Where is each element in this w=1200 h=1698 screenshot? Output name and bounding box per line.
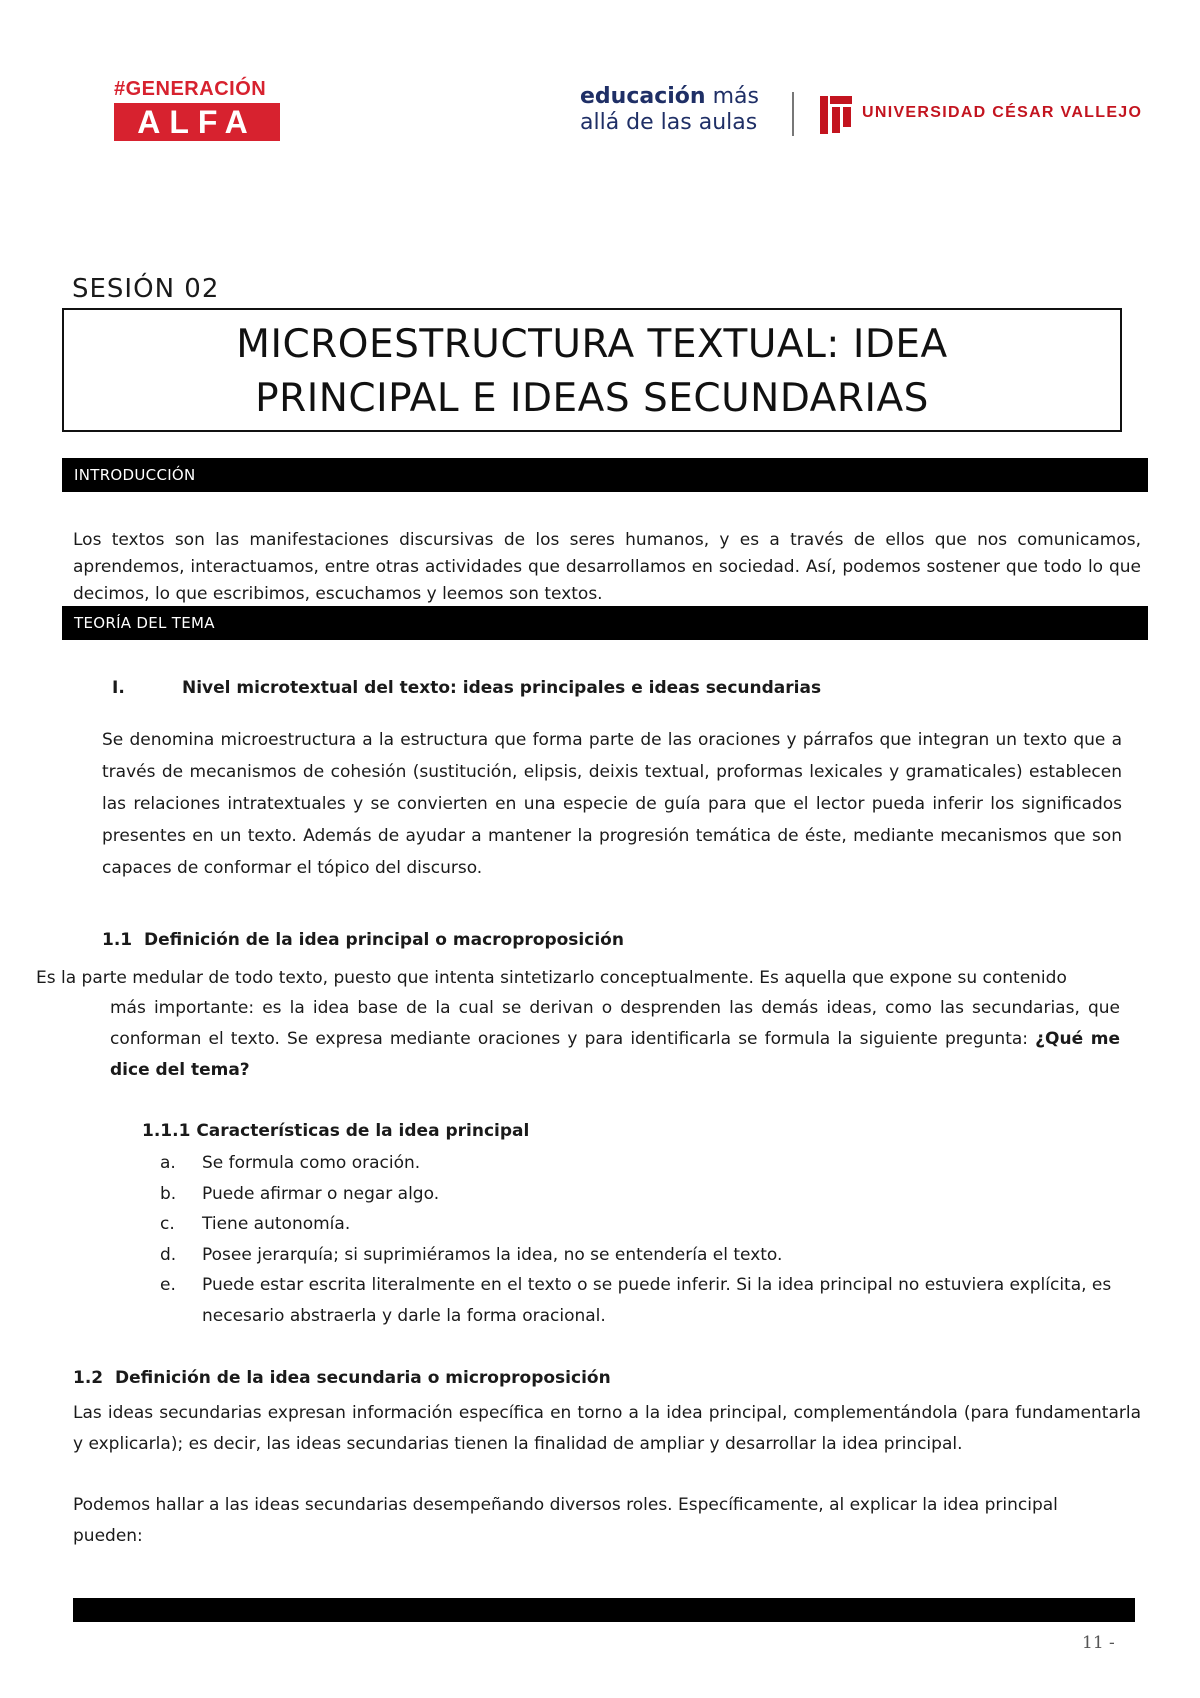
list-letter: d. xyxy=(160,1244,177,1265)
logo-divider xyxy=(792,92,794,136)
list-letter: e. xyxy=(160,1275,176,1295)
list-item xyxy=(160,1209,1140,1240)
slogan-line2: allá de las aulas xyxy=(580,110,758,135)
list-letter: b. xyxy=(160,1183,177,1204)
sub12-paragraph2: Podemos hallar a las ideas secundarias desempeñando diversos roles. Específicamente, al explicar la idea principal pueden: xyxy=(73,1495,1058,1546)
theory-section-header: TEORÍA DEL TEMA xyxy=(62,606,1148,640)
list-item xyxy=(160,1240,1140,1271)
list-letter: a. xyxy=(160,1153,176,1173)
university-name: UNIVERSIDAD CÉSAR VALLEJO xyxy=(862,104,1143,121)
list-item xyxy=(160,1148,1140,1179)
part1-number: I. xyxy=(112,678,125,698)
ucv-shield-icon xyxy=(818,94,854,140)
sub111-heading: 1.1.1 Características de la idea principal xyxy=(142,1121,530,1141)
page-title-box xyxy=(62,308,1122,432)
sub11-title: Definición de la idea principal o macroproposición xyxy=(144,930,624,950)
list-item xyxy=(160,1179,1140,1210)
part1-title: Nivel microtextual del texto: ideas principales e ideas secundarias xyxy=(182,678,822,698)
slogan-rest: más xyxy=(712,84,759,109)
sub12-heading xyxy=(73,1368,611,1388)
list-text: Puede estar escrita literalmente en el texto o se puede inferir. Si la idea principal no estuviera explícita, es necesario abstraerla y darle la forma oracional. xyxy=(202,1275,1112,1326)
generacion-alfa-logo xyxy=(114,78,282,141)
page-title-line2: PRINCIPAL E IDEAS SECUNDARIAS xyxy=(255,376,929,421)
list-text: Posee jerarquía; si suprimiéramos la idea, no se entendería el texto. xyxy=(202,1244,783,1265)
list-item xyxy=(160,1270,1140,1331)
part1-paragraph: Se denomina microestructura a la estructura que forma parte de las oraciones y párrafos que integran un texto que a través de mecanismos de cohesión (sustitución, elipsis, deixis textual, proformas lexicales y gramaticales) establecen las relaciones intratextuales y se convierten en una especie de guía para que el lector pueda inferir los significados presentes en un texto. Además de ayudar a mantener la progresión temática de éste, mediante mecanismos que son capaces de conformar el tópico del discurso. xyxy=(102,730,1122,878)
sub11-rest: más importante: es la idea base de la cual se derivan o desprenden las demás ideas, como las secundarias, que conforman el texto. Se expresa mediante oraciones y para identificarla se formula la siguiente pregunta: xyxy=(110,998,1120,1049)
list-text: Se formula como oración. xyxy=(202,1153,421,1173)
list-letter: c. xyxy=(160,1214,175,1234)
sub11-paragraph xyxy=(110,993,1120,1086)
sub12-paragraph1: Las ideas secundarias expresan información específica en torno a la idea principal, complementándola (para fundamentarla y explicarla); es decir, las ideas secundarias tienen la finalidad de ampliar y desarrollar la idea principal. xyxy=(73,1403,1141,1454)
alfa-label: ALFA xyxy=(114,103,280,141)
sub11-first-line: Es la parte medular de todo texto, puesto que intenta sintetizarlo conceptualmente. Es aquella que expone su contenido xyxy=(36,968,1067,988)
sub11-heading xyxy=(102,930,624,950)
sub11-number: 1.1 xyxy=(102,930,133,950)
part1-heading xyxy=(112,678,821,698)
intro-paragraph: Los textos son las manifestaciones discursivas de los seres humanos, y es a través de ellos que nos comunicamos, aprendemos, interactuamos, entre otras actividades que desarrollamos en sociedad. Así, podemos sostener que todo lo que decimos, lo que escribimos, escuchamos y leemos son textos. xyxy=(73,530,1141,604)
characteristics-list xyxy=(160,1148,1140,1331)
education-slogan-logo xyxy=(580,84,759,136)
list-text: Tiene autonomía. xyxy=(202,1214,351,1234)
generacion-label: #GENERACIÓN xyxy=(114,78,267,100)
sub12-title: Definición de la idea secundaria o microproposición xyxy=(115,1368,611,1388)
sub11-question: ¿Qué me dice del tema? xyxy=(110,1029,1120,1080)
footer-bar xyxy=(73,1598,1135,1622)
intro-section-header: INTRODUCCIÓN xyxy=(62,458,1148,492)
page-number: 11 - xyxy=(1082,1633,1115,1653)
sub12-number: 1.2 xyxy=(73,1368,104,1388)
list-text: Puede afirmar o negar algo. xyxy=(202,1183,440,1204)
slogan-strong: educación xyxy=(580,84,706,109)
page-title-line1: MICROESTRUCTURA TEXTUAL: IDEA xyxy=(236,322,948,367)
session-label: SESIÓN 02 xyxy=(72,274,220,304)
